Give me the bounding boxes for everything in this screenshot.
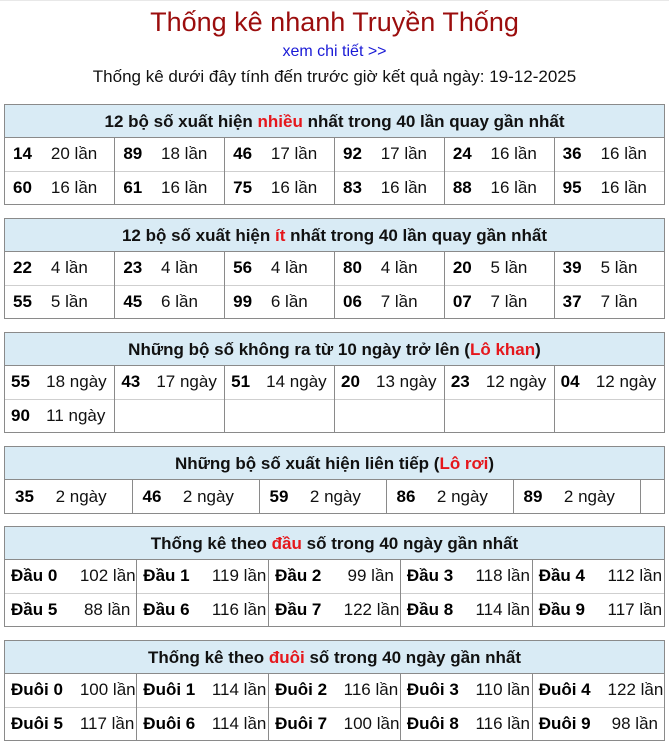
number-label: Đuôi 4 xyxy=(538,680,591,700)
count-value: 12 ngày xyxy=(595,372,657,392)
count-value: 16 lần xyxy=(600,177,647,197)
stat-cell xyxy=(225,366,334,399)
table-cell xyxy=(554,138,664,171)
table-cell xyxy=(225,252,335,285)
table-cell xyxy=(334,138,444,171)
table-cell xyxy=(334,252,444,285)
number-label: Đầu 9 xyxy=(538,599,585,619)
table-cell xyxy=(444,399,554,432)
table-cell xyxy=(269,707,401,740)
dau-heading xyxy=(5,527,664,560)
stat-cell xyxy=(269,594,400,627)
stat-cell xyxy=(533,560,664,593)
stat-cell xyxy=(5,594,136,627)
stat-cell xyxy=(260,480,386,513)
count-value: 4 lần xyxy=(380,258,418,278)
number-label: Đầu 6 xyxy=(143,599,190,619)
heading-text: số trong 40 ngày gần nhất xyxy=(304,648,522,667)
table-cell xyxy=(554,399,664,432)
count-value: 100 lần xyxy=(79,680,136,700)
table-cell xyxy=(334,399,444,432)
page-subtitle: Thống kê dưới đây tính đến trước giờ kết quả ngày: 19-12-2025 xyxy=(92,67,577,86)
stat-cell xyxy=(5,400,114,433)
number-label: 92 xyxy=(342,144,362,164)
heading-text: Lô khan xyxy=(469,340,536,359)
count-value: 16 lần xyxy=(161,177,208,197)
stat-cell xyxy=(115,172,224,205)
stat-cell xyxy=(5,252,114,285)
number-label: Đầu 5 xyxy=(11,599,58,619)
table-cell xyxy=(225,138,335,171)
number-label: 43 xyxy=(121,372,141,392)
table-cell xyxy=(115,252,225,285)
count-value: 99 lần xyxy=(347,566,394,586)
heading-text: nhiều xyxy=(257,112,303,131)
stat-cell xyxy=(445,252,554,285)
stat-cell xyxy=(401,594,532,627)
count-value: 7 lần xyxy=(490,291,528,311)
table-cell xyxy=(269,560,401,593)
count-value: 5 lần xyxy=(50,291,88,311)
number-label: 07 xyxy=(452,291,472,311)
most-frequent-table xyxy=(5,138,664,204)
count-value: 7 lần xyxy=(600,291,638,311)
number-label: 60 xyxy=(13,177,32,197)
number-label: Đuôi 3 xyxy=(406,680,459,700)
stat-cell xyxy=(269,674,400,707)
number-label: Đầu 0 xyxy=(11,566,58,586)
table-cell xyxy=(554,252,664,285)
number-label: 45 xyxy=(123,291,143,311)
heading-text: đầu xyxy=(271,534,302,553)
count-value: 16 lần xyxy=(490,177,537,197)
count-value: 17 lần xyxy=(270,144,318,164)
table-cell xyxy=(115,285,225,318)
number-label: 61 xyxy=(123,177,143,197)
count-value: 13 ngày xyxy=(375,372,437,392)
table-cell xyxy=(513,480,640,513)
count-value: 112 lần xyxy=(607,566,663,586)
number-label: 99 xyxy=(233,291,253,311)
lo-roi-heading xyxy=(5,447,664,480)
stat-cell xyxy=(445,138,554,171)
table-cell xyxy=(269,674,401,707)
stat-cell xyxy=(5,560,136,593)
table-cell xyxy=(5,560,137,593)
number-label: Đuôi 2 xyxy=(275,680,328,700)
table-cell xyxy=(554,171,664,204)
count-value: 16 lần xyxy=(50,177,98,197)
table-cell xyxy=(5,138,115,171)
number-label: Đuôi 1 xyxy=(143,680,196,700)
number-label: 20 xyxy=(340,372,360,392)
stat-cell xyxy=(555,172,664,205)
count-value: 5 lần xyxy=(600,258,638,278)
empty-cell xyxy=(225,400,334,433)
count-value: 2 ngày xyxy=(55,486,107,506)
table-cell xyxy=(137,674,269,707)
count-value: 2 ngày xyxy=(563,486,615,506)
count-value: 16 lần xyxy=(600,144,647,164)
lo-khan-table xyxy=(5,366,664,432)
least-frequent-panel xyxy=(4,218,665,319)
number-label: Đầu 4 xyxy=(538,566,585,586)
number-label: 23 xyxy=(450,372,470,392)
stat-cell xyxy=(225,286,334,319)
number-label: 39 xyxy=(562,258,582,278)
stat-cell xyxy=(335,138,444,171)
table-cell xyxy=(115,366,225,399)
empty-cell xyxy=(641,480,665,513)
heading-text: Những bộ số không ra từ 10 ngày trở lên ( xyxy=(128,340,470,359)
count-value: 102 lần xyxy=(79,566,136,586)
top-divider xyxy=(0,0,669,1)
number-label: Đuôi 0 xyxy=(11,680,63,700)
number-label: 37 xyxy=(562,291,582,311)
count-value: 6 lần xyxy=(270,291,308,311)
table-row xyxy=(5,593,664,626)
table-cell xyxy=(132,480,259,513)
stat-cell xyxy=(137,708,268,741)
count-value: 2 ngày xyxy=(309,486,361,506)
table-cell xyxy=(532,674,664,707)
table-row xyxy=(5,138,664,171)
stat-cell xyxy=(115,138,224,171)
stat-cell xyxy=(133,480,259,513)
stat-cell xyxy=(115,286,224,319)
number-label: Đuôi 7 xyxy=(275,713,328,733)
stat-cell xyxy=(225,138,334,171)
stat-cell xyxy=(401,674,532,707)
count-value: 5 lần xyxy=(490,258,528,278)
count-value: 11 ngày xyxy=(46,405,106,425)
count-value: 114 lần xyxy=(475,599,530,619)
table-cell xyxy=(400,674,532,707)
count-value: 18 lần xyxy=(161,144,208,164)
table-cell xyxy=(554,285,664,318)
table-cell xyxy=(400,593,532,626)
number-label: 55 xyxy=(11,372,30,392)
table-cell xyxy=(115,399,225,432)
stat-cell xyxy=(335,286,444,319)
stat-cell xyxy=(555,138,664,171)
number-label: 86 xyxy=(396,486,416,506)
heading-text: đuôi xyxy=(268,648,305,667)
number-label: 90 xyxy=(11,405,30,425)
table-cell xyxy=(532,707,664,740)
table-cell xyxy=(334,285,444,318)
table-cell xyxy=(259,480,386,513)
stat-cell xyxy=(335,252,444,285)
table-cell xyxy=(5,252,115,285)
number-label: 89 xyxy=(123,144,143,164)
count-value: 116 lần xyxy=(343,680,399,700)
lo-roi-table xyxy=(5,480,664,513)
count-value: 116 lần xyxy=(475,713,530,733)
count-value: 122 lần xyxy=(343,599,400,619)
number-label: 23 xyxy=(123,258,143,278)
table-cell xyxy=(225,285,335,318)
number-label: 06 xyxy=(342,291,362,311)
table-cell xyxy=(532,593,664,626)
table-cell xyxy=(5,593,137,626)
table-row xyxy=(5,560,664,593)
stat-cell xyxy=(335,366,444,399)
duoi-panel xyxy=(4,640,665,741)
count-value: 4 lần xyxy=(270,258,308,278)
stat-cell xyxy=(137,674,268,707)
number-label: 36 xyxy=(562,144,582,164)
stat-cell xyxy=(445,286,554,319)
number-label: 55 xyxy=(13,291,32,311)
stat-cell xyxy=(115,366,224,399)
table-cell xyxy=(5,285,115,318)
most-frequent-heading xyxy=(5,105,664,138)
table-row xyxy=(5,252,664,285)
empty-cell xyxy=(445,400,554,433)
table-row xyxy=(5,285,664,318)
table-cell xyxy=(444,285,554,318)
count-value: 18 ngày xyxy=(46,372,107,392)
stat-cell xyxy=(533,708,664,741)
count-value: 16 lần xyxy=(490,144,537,164)
count-value: 114 lần xyxy=(211,680,267,700)
table-cell xyxy=(137,593,269,626)
stat-cell xyxy=(5,480,132,513)
view-details-link[interactable]: xem chi tiết >> xyxy=(282,43,387,60)
table-cell xyxy=(5,366,115,399)
table-cell xyxy=(386,480,513,513)
number-label: 35 xyxy=(15,486,34,506)
number-label: Đuôi 8 xyxy=(406,713,459,733)
table-cell xyxy=(334,171,444,204)
table-cell xyxy=(269,593,401,626)
empty-cell xyxy=(115,400,224,433)
number-label: 75 xyxy=(233,177,253,197)
count-value: 12 ngày xyxy=(485,372,547,392)
stat-cell xyxy=(269,708,400,741)
empty-cell xyxy=(555,400,664,433)
table-cell xyxy=(137,560,269,593)
dau-panel xyxy=(4,526,665,627)
count-value: 2 ngày xyxy=(436,486,488,506)
table-cell xyxy=(5,171,115,204)
number-label: Đầu 3 xyxy=(406,566,454,586)
count-value: 2 ngày xyxy=(182,486,234,506)
stat-cell xyxy=(335,172,444,205)
heading-text: nhất trong 40 lần quay gần nhất xyxy=(285,226,548,245)
stat-cell xyxy=(387,480,513,513)
stat-cell xyxy=(445,172,554,205)
table-cell xyxy=(225,171,335,204)
stat-cell xyxy=(5,366,114,399)
stat-cell xyxy=(5,286,114,319)
number-label: 04 xyxy=(560,372,580,392)
count-value: 116 lần xyxy=(211,599,267,619)
table-row xyxy=(5,399,664,432)
count-value: 16 lần xyxy=(380,177,428,197)
number-label: 14 xyxy=(13,144,32,164)
count-value: 4 lần xyxy=(50,258,88,278)
table-cell xyxy=(225,399,335,432)
stat-cell xyxy=(514,480,640,513)
number-label: 95 xyxy=(562,177,582,197)
number-label: 88 xyxy=(452,177,472,197)
table-row xyxy=(5,674,664,707)
heading-text: 12 bộ số xuất hiện xyxy=(104,112,258,131)
stat-cell xyxy=(225,252,334,285)
heading-text: Lô rơi xyxy=(439,454,489,473)
count-value: 17 lần xyxy=(380,144,428,164)
count-value: 110 lần xyxy=(475,680,530,700)
count-value: 7 lần xyxy=(380,291,418,311)
duoi-table xyxy=(5,674,664,740)
number-label: 51 xyxy=(231,372,251,392)
stat-cell xyxy=(555,366,664,399)
lo-roi-panel xyxy=(4,446,665,514)
stat-cell xyxy=(555,286,664,319)
count-value: 117 lần xyxy=(79,713,135,733)
stat-cell xyxy=(5,172,114,205)
number-label: 20 xyxy=(452,258,472,278)
table-cell xyxy=(5,480,132,513)
number-label: Đuôi 6 xyxy=(143,713,196,733)
stat-cell xyxy=(401,708,532,741)
table-cell xyxy=(444,138,554,171)
table-row xyxy=(5,707,664,740)
table-cell xyxy=(115,171,225,204)
number-label: Đuôi 9 xyxy=(538,713,591,733)
count-value: 98 lần xyxy=(611,713,658,733)
count-value: 100 lần xyxy=(343,713,400,733)
stat-cell xyxy=(5,708,136,741)
number-label: 46 xyxy=(142,486,162,506)
number-label: Đầu 1 xyxy=(143,566,190,586)
stat-cell xyxy=(5,138,114,171)
count-value: 114 lần xyxy=(211,713,267,733)
heading-text: Những bộ số xuất hiện liên tiếp ( xyxy=(174,454,440,473)
count-value: 122 lần xyxy=(607,680,664,700)
table-cell xyxy=(400,560,532,593)
count-value: 4 lần xyxy=(161,258,198,278)
table-row xyxy=(5,480,664,513)
heading-text: 12 bộ số xuất hiện xyxy=(121,226,275,245)
count-value: 16 lần xyxy=(270,177,318,197)
page-title: Thống kê nhanh Truyền Thống xyxy=(150,7,519,37)
number-label: 24 xyxy=(452,144,472,164)
number-label: 80 xyxy=(342,258,362,278)
table-cell xyxy=(5,399,115,432)
count-value: 118 lần xyxy=(475,566,530,586)
heading-text: số trong 40 ngày gần nhất xyxy=(301,534,519,553)
stat-cell xyxy=(533,594,664,627)
lo-khan-heading xyxy=(5,333,664,366)
table-cell xyxy=(137,707,269,740)
heading-text: ) xyxy=(488,454,495,473)
stat-cell xyxy=(555,252,664,285)
stat-cell xyxy=(401,560,532,593)
table-cell xyxy=(115,138,225,171)
number-label: 59 xyxy=(269,486,289,506)
number-label: 89 xyxy=(523,486,543,506)
stat-cell xyxy=(137,560,268,593)
stat-cell xyxy=(533,674,664,707)
table-cell xyxy=(532,560,664,593)
stat-cell xyxy=(225,172,334,205)
least-frequent-heading xyxy=(5,219,664,252)
table-cell xyxy=(640,480,664,513)
heading-text: nhất trong 40 lần quay gần nhất xyxy=(302,112,565,131)
count-value: 14 ngày xyxy=(266,372,327,392)
number-label: 46 xyxy=(233,144,253,164)
stat-cell xyxy=(115,252,224,285)
heading-text: Thống kê theo xyxy=(147,648,269,667)
table-cell xyxy=(444,366,554,399)
number-label: Đầu 7 xyxy=(275,599,322,619)
heading-text: Thống kê theo xyxy=(150,534,272,553)
number-label: Đuôi 5 xyxy=(11,713,63,733)
heading-text: ) xyxy=(535,340,541,359)
count-value: 88 lần xyxy=(83,599,131,619)
count-value: 17 ngày xyxy=(156,372,217,392)
table-row xyxy=(5,366,664,399)
table-row xyxy=(5,171,664,204)
number-label: 22 xyxy=(13,258,32,278)
stat-cell xyxy=(269,560,400,593)
empty-cell xyxy=(335,400,444,433)
duoi-heading xyxy=(5,641,664,674)
table-cell xyxy=(334,366,444,399)
heading-text: ít xyxy=(275,226,286,245)
number-label: Đầu 2 xyxy=(275,566,322,586)
table-cell xyxy=(554,366,664,399)
number-label: Đầu 8 xyxy=(406,599,454,619)
table-cell xyxy=(5,707,137,740)
most-frequent-panel xyxy=(4,104,665,205)
table-cell xyxy=(5,674,137,707)
count-value: 117 lần xyxy=(607,599,663,619)
stat-cell xyxy=(445,366,554,399)
lo-khan-panel xyxy=(4,332,665,433)
least-frequent-table xyxy=(5,252,664,318)
dau-table xyxy=(5,560,664,626)
stat-cell xyxy=(137,594,268,627)
count-value: 20 lần xyxy=(50,144,98,164)
table-cell xyxy=(225,366,335,399)
table-cell xyxy=(444,252,554,285)
table-cell xyxy=(400,707,532,740)
table-cell xyxy=(444,171,554,204)
count-value: 119 lần xyxy=(211,566,267,586)
number-label: 83 xyxy=(342,177,362,197)
count-value: 6 lần xyxy=(161,291,198,311)
stat-cell xyxy=(5,674,136,707)
number-label: 56 xyxy=(233,258,253,278)
